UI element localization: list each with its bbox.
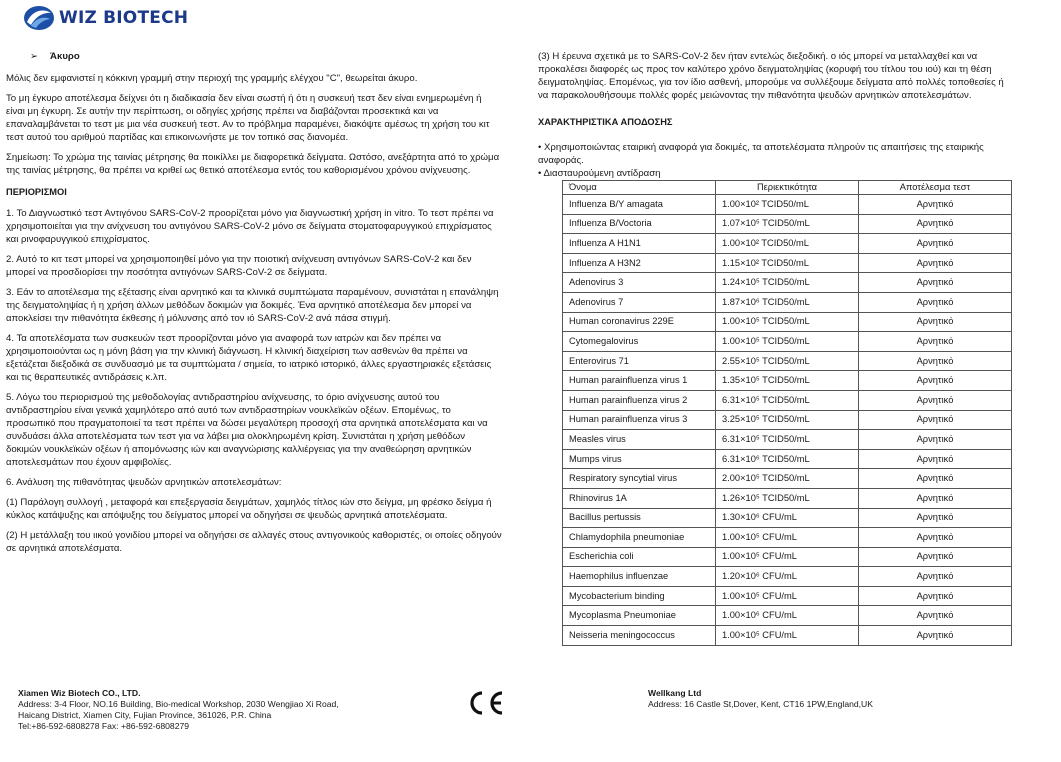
wiz-biotech-logo xyxy=(22,4,188,32)
cell-result: Αρνητικό xyxy=(859,586,1012,606)
cell-result: Αρνητικό xyxy=(859,273,1012,293)
invalid-heading-text: Άκυρο xyxy=(50,51,80,62)
cell-name: Mycoplasma Pneumoniae xyxy=(563,606,716,626)
limitation-item-2: 2. Αυτό το κιτ τεστ μπορεί να χρησιμοποιηθεί μόνο για την ποιοτική ανίχνευση αντιγόνων SARS-CoV-2 και δεν μπορεί να προσδιορίσει την ποσότητα αντιγόνων SARS-CoV-2 σε δείγματα. xyxy=(6,254,472,278)
cell-name: Influenza B/Y amagata xyxy=(563,195,716,215)
cell-name: Cytomegalovirus xyxy=(563,332,716,352)
table-row xyxy=(563,390,1012,410)
wiz-biotech-logo-icon xyxy=(22,4,56,32)
table-row xyxy=(563,586,1012,606)
cell-name: Chlamydophila pneumoniae xyxy=(563,528,716,548)
cell-name: Human parainfluenza virus 2 xyxy=(563,390,716,410)
limitation-item-4: 4. Τα αποτελέσματα των συσκευών τεστ προορίζονται μόνο για αναφορά των ιατρών και δεν πρέπει να χρησιμοποιούνται ως η μόνη βάση για την κλινική διάγνωση. Η κλινική διαχείριση των ασθενών θα πρέπει να εξετάζεται διεξοδικά σε συνδυασμό με τα συμπτώματα / σημεία, το ιατρικό ιστορικό, άλλες εργαστηριακές εξετάσεις και τις θεραπευτικές αντιδράσεις κ.λπ. xyxy=(6,333,492,383)
limitations-heading: ΠΕΡΙΟΡΙΣΜΟΙ xyxy=(6,187,67,197)
table-row xyxy=(563,253,1012,273)
cell-name: Mumps virus xyxy=(563,449,716,469)
cell-concentration: 6.31×10⁵ TCID50/mL xyxy=(716,390,859,410)
table-row xyxy=(563,312,1012,332)
table-row xyxy=(563,273,1012,293)
cell-result: Αρνητικό xyxy=(859,351,1012,371)
cell-concentration: 1.00×10⁵ TCID50/mL xyxy=(716,312,859,332)
limitation-item-6-2: (2) Η μετάλλαξη του ιικού γονιδίου μπορεί να οδηγήσει σε αλλαγές στους αντιγονικούς καθοριστές, οι οποίες οδηγούν σε αρνητικά αποτελέσματα. xyxy=(6,530,502,554)
note-paragraph: Σημείωση: Το χρώμα της ταινίας μέτρησης θα ποικίλλει με διαφορετικά δείγματα. Ωστόσο, ανεξάρτητα από το χρώμα της ταινίας μέτρησης, θα πρέπει να κριθεί ως θετικό αποτέλεσμα εντός του καθορισμένου χρόνου ανίχνευσης. xyxy=(6,152,500,176)
table-row xyxy=(563,351,1012,371)
table-row xyxy=(563,626,1012,646)
cell-concentration: 2.00×10⁵ TCID50/mL xyxy=(716,469,859,489)
cell-result: Αρνητικό xyxy=(859,508,1012,528)
cell-concentration: 1.00×10⁵ CFU/mL xyxy=(716,586,859,606)
cell-concentration: 1.00×10⁵ CFU/mL xyxy=(716,528,859,548)
manufacturer-contact: Tel:+86-592-6808278 Fax: +86-592-6808279 xyxy=(18,721,190,731)
cell-concentration: 1.15×10² TCID50/mL xyxy=(716,253,859,273)
performance-heading: ΧΑΡΑΚΤΗΡΙΣΤΙΚΑ ΑΠΟΔΟΣΗΣ xyxy=(538,117,673,127)
limitation-item-6-3: (3) Η έρευνα σχετικά με το SARS-CoV-2 δεν ήταν εντελώς διεξοδική. ο ιός μπορεί να μεταλλαχθεί και να προκαλέσει διαφορές ως προς τον καλύτερο χρόνο δειγματοληψίας (κορυφή του τίτλου του ιού) και τη θέση δειγματοληψίας. Επομένως, για τον ίδιο ασθενή, μπορούμε να συλλέξουμε δείγματα από πολλές τοποθεσίες ή να παρακολουθήσουμε πολλές φορές μειώνοντας την πιθανότητα ψευδών αρνητικών αποτελεσμάτων. xyxy=(538,51,1004,101)
cell-name: Measles virus xyxy=(563,430,716,450)
table-row xyxy=(563,410,1012,430)
cell-name: Influenza B/Voctoria xyxy=(563,214,716,234)
cell-result: Αρνητικό xyxy=(859,371,1012,391)
cell-name: Neisseria meningococcus xyxy=(563,626,716,646)
cell-result: Αρνητικό xyxy=(859,567,1012,587)
cell-concentration: 1.00×10⁵ CFU/mL xyxy=(716,547,859,567)
cell-name: Respiratory syncytial virus xyxy=(563,469,716,489)
cell-concentration: 1.00×10² TCID50/mL xyxy=(716,234,859,254)
cell-result: Αρνητικό xyxy=(859,195,1012,215)
limitation-item-5: 5. Λόγω του περιορισμού της μεθοδολογίας αντιδραστηρίου ανίχνευσης, το όριο ανίχνευσης αυτού του αντιδραστηρίου είναι γενικά χαμηλότερο από αυτό των αντιδραστηρίων νουκλεϊκών οξέων. Επομένως, το προσωπικό που πραγματοποιεί τα τεστ πρέπει να δώσει μεγαλύτερη προσοχή στα αρνητικά αποτελέσματα και να συνδυάσει άλλα αποτελέσματα των τεστ για να λάβει μια ολοκληρωμένη κρίση. Συνιστάται η χρήση μεθόδων δοκιμών νουκλεϊκών οξέων ή απομόνωσης ιών και αναγνώρισης καλλιέργειας για την αναθεώρηση αρνητικών αποτελεσμάτων που έχουν αμφιβολίες. xyxy=(6,392,488,468)
cell-result: Αρνητικό xyxy=(859,312,1012,332)
cell-concentration: 1.26×10⁵ TCID50/mL xyxy=(716,488,859,508)
performance-bullet-1: • Χρησιμοποιώντας εταιρική αναφορά για δοκιμές, τα αποτελέσματα πληρούν τις απαιτήσεις της εταιρικής αναφοράς. xyxy=(538,142,984,166)
table-row xyxy=(563,332,1012,352)
cell-result: Αρνητικό xyxy=(859,606,1012,626)
footer-representative xyxy=(648,688,948,710)
cell-name: Influenza A H1N1 xyxy=(563,234,716,254)
cell-name: Adenovirus 7 xyxy=(563,292,716,312)
cell-concentration: 6.31×10⁶ TCID50/mL xyxy=(716,449,859,469)
table-row xyxy=(563,547,1012,567)
cell-result: Αρνητικό xyxy=(859,528,1012,548)
limitation-item-3: 3. Εάν το αποτέλεσμα της εξέτασης είναι αρνητικό και τα κλινικά συμπτώματα παραμένουν, συνιστάται η επανάληψη της δειγματοληψίας ή η χρήση άλλων μεθόδων δοκιμών για δοκιμές. Ένα αρνητικό αποτέλεσμα δεν μπορεί να αποκλείσει την πιθανότητα έκθεσης ή μόλυνσης από τον ιό SARS-CoV-2 ανά πάσα στιγμή. xyxy=(6,287,499,324)
cell-name: Bacillus pertussis xyxy=(563,508,716,528)
table-body xyxy=(563,195,1012,646)
header-concentration: Περιεκτικότητα xyxy=(716,181,859,195)
cell-name: Mycobacterium binding xyxy=(563,586,716,606)
table-row xyxy=(563,508,1012,528)
cell-result: Αρνητικό xyxy=(859,488,1012,508)
cross-reactivity-table xyxy=(562,180,1012,646)
ce-mark-icon xyxy=(464,690,508,721)
limitation-item-1: 1. Το Διαγνωστικό τεστ Αντιγόνου SARS-CoV-2 προορίζεται μόνο για διαγνωστική χρήση in vitro. Το τεστ πρέπει να χρησιμοποιείται για την ανίχνευση του αντιγόνου SARS-CoV-2 μόνο σε δείγματα στοματοφαρυγγικού επιχρίσματος και ρινοφαρυγγικού επιχρίσματος. xyxy=(6,208,494,245)
cell-concentration: 1.20×10⁶ CFU/mL xyxy=(716,567,859,587)
table-row xyxy=(563,606,1012,626)
cell-concentration: 1.07×10⁵ TCID50/mL xyxy=(716,214,859,234)
footer-manufacturer xyxy=(18,688,378,732)
table-row xyxy=(563,195,1012,215)
cell-concentration: 1.00×10⁵ TCID50/mL xyxy=(716,332,859,352)
cell-name: Influenza A H3N2 xyxy=(563,253,716,273)
cell-result: Αρνητικό xyxy=(859,234,1012,254)
cell-name: Adenovirus 3 xyxy=(563,273,716,293)
cell-result: Αρνητικό xyxy=(859,332,1012,352)
cell-name: Human parainfluenza virus 3 xyxy=(563,410,716,430)
table-header-row xyxy=(563,181,1012,195)
cell-name: Enterovirus 71 xyxy=(563,351,716,371)
left-column xyxy=(6,50,502,562)
cell-concentration: 2.55×10⁵ TCID50/mL xyxy=(716,351,859,371)
table-row xyxy=(563,528,1012,548)
logo-text: WIZ BIOTECH xyxy=(59,8,189,28)
header-result: Αποτέλεσμα τεστ xyxy=(859,181,1012,195)
table-row xyxy=(563,430,1012,450)
manufacturer-name: Xiamen Wiz Biotech CO., LTD. xyxy=(18,688,141,698)
cell-result: Αρνητικό xyxy=(859,292,1012,312)
right-column xyxy=(538,50,1016,646)
cell-result: Αρνητικό xyxy=(859,449,1012,469)
manufacturer-address-2: Haicang District, Xiamen City, Fujian Province, 361026, P.R. China xyxy=(18,710,272,720)
table-row xyxy=(563,567,1012,587)
performance-bullet-2: • Διασταυρούμενη αντίδραση xyxy=(538,168,661,179)
cell-result: Αρνητικό xyxy=(859,410,1012,430)
cell-name: Human coronavirus 229E xyxy=(563,312,716,332)
table-row xyxy=(563,469,1012,489)
invalid-paragraph-2: Το μη έγκυρο αποτέλεσμα δείχνει ότι η διαδικασία δεν είναι σωστή ή ότι η συσκευή τεστ δεν είναι ενημερωμένη ή είναι μη έγκυρη. Σε αυτήν την περίπτωση, οι οδηγίες χρήσης πρέπει να διαβάζονται προσεκτικά και να επαναλαμβάνεται το τεστ με μια νέα συσκευή τεστ. Αν το πρόβλημα παραμένει, διακόψτε αμέσως τη χρήση του κιτ τεστ αυτού του αριθμού παρτίδας και επικοινωνήστε με τον τοπικό σας διανομέα. xyxy=(6,93,490,143)
cell-concentration: 1.00×10⁵ CFU/mL xyxy=(716,626,859,646)
table-row xyxy=(563,488,1012,508)
table-row xyxy=(563,449,1012,469)
cell-result: Αρνητικό xyxy=(859,547,1012,567)
cell-concentration: 1.35×10⁵ TCID50/mL xyxy=(716,371,859,391)
cell-name: Human parainfluenza virus 1 xyxy=(563,371,716,391)
header-name: Όνομα xyxy=(563,181,716,195)
cell-result: Αρνητικό xyxy=(859,390,1012,410)
cell-concentration: 3.25×10⁵ TCID50/mL xyxy=(716,410,859,430)
cell-name: Escherichia coli xyxy=(563,547,716,567)
cell-result: Αρνητικό xyxy=(859,469,1012,489)
invalid-paragraph-1: Μόλις δεν εμφανιστεί η κόκκινη γραμμή στην περιοχή της γραμμής ελέγχου "C", θεωρείται άκυρο. xyxy=(6,73,418,84)
cell-name: Rhinovirus 1A xyxy=(563,488,716,508)
table-row xyxy=(563,371,1012,391)
limitation-item-6: 6. Ανάλυση της πιθανότητας ψευδών αρνητικών αποτελεσμάτων: xyxy=(6,477,282,488)
cell-result: Αρνητικό xyxy=(859,214,1012,234)
representative-address: Address: 16 Castle St,Dover, Kent, CT16 1PW,England,UK xyxy=(648,699,873,709)
cell-concentration: 1.30×10⁶ CFU/mL xyxy=(716,508,859,528)
cell-concentration: 1.24×10⁵ TCID50/mL xyxy=(716,273,859,293)
table-row xyxy=(563,292,1012,312)
table-row xyxy=(563,214,1012,234)
arrow-bullet-icon: ➢ xyxy=(30,51,39,62)
invalid-heading xyxy=(30,50,502,63)
representative-name: Wellkang Ltd xyxy=(648,688,702,698)
cell-result: Αρνητικό xyxy=(859,430,1012,450)
cell-concentration: 1.00×10⁶ CFU/mL xyxy=(716,606,859,626)
cell-name: Haemophilus influenzae xyxy=(563,567,716,587)
manufacturer-address-1: Address: 3-4 Floor, NO.16 Building, Bio-medical Workshop, 2030 Wengjiao Xi Road, xyxy=(18,699,339,709)
cell-concentration: 1.00×10² TCID50/mL xyxy=(716,195,859,215)
limitation-item-6-1: (1) Παράλογη συλλογή , μεταφορά και επεξεργασία δειγμάτων, χαμηλός τίτλος ιών στο δείγμα, μη φρέσκο δείγμα ή κύκλος κατάψυξης και απόψυξης του δείγματος μπορεί να οδηγήσει σε ψευδώς αρνητικά αποτελέσματα. xyxy=(6,497,492,521)
cell-result: Αρνητικό xyxy=(859,253,1012,273)
table-row xyxy=(563,234,1012,254)
cell-concentration: 1.87×10⁶ TCID50/mL xyxy=(716,292,859,312)
cell-result: Αρνητικό xyxy=(859,626,1012,646)
cell-concentration: 6.31×10⁵ TCID50/mL xyxy=(716,430,859,450)
